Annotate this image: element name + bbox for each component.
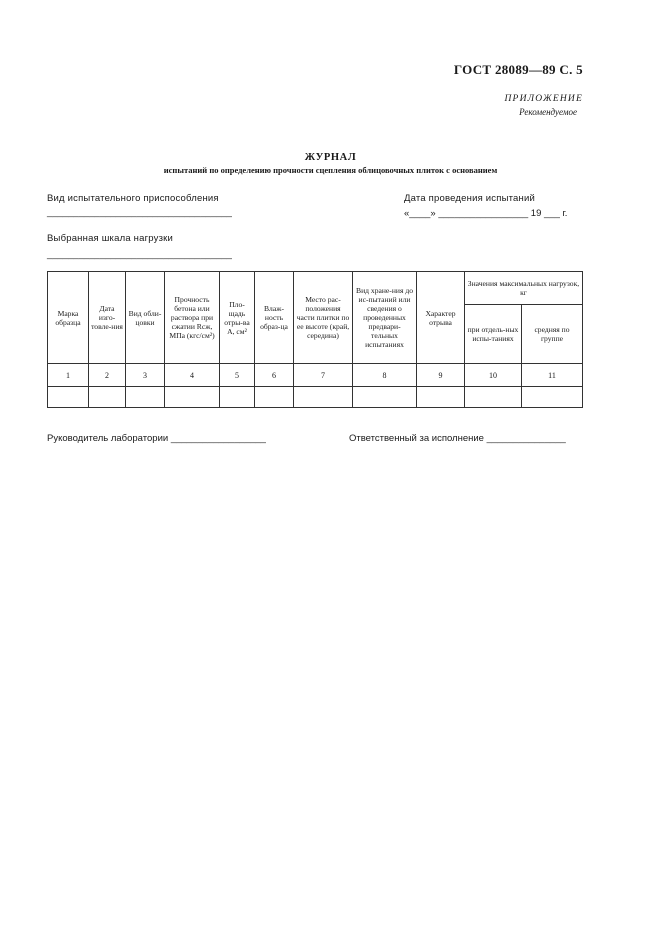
column-number: 10	[465, 364, 522, 387]
col-header-location: Место рас-положения части плитки по ее высоте (край, середина)	[294, 272, 353, 364]
column-number: 4	[165, 364, 220, 387]
col-header-max-loads: Значения максимальных нагрузок, кг	[465, 272, 583, 305]
journal-subtitle: испытаний по определению прочности сцепления облицовочных плиток с основанием	[163, 165, 498, 175]
col-header-area: Пло-щадь отры-ва A, см²	[220, 272, 255, 364]
table-cell	[89, 387, 126, 408]
journal-title: ЖУРНАЛ	[304, 152, 357, 163]
table-cell	[353, 387, 417, 408]
table-header-row	[48, 272, 583, 305]
responsible-signature: Ответственный за исполнение _______________	[349, 433, 566, 444]
table-cell	[220, 387, 255, 408]
col-header-strength: Прочность бетона или раствора при сжатии Rсж, МПа (кгс/см²)	[165, 272, 220, 364]
column-number: 5	[220, 364, 255, 387]
col-header-mark: Марка образца	[48, 272, 89, 364]
col-header-humidity: Влаж-ность образ-ца	[255, 272, 294, 364]
col-header-average: средняя по группе	[522, 305, 583, 364]
scale-field: ___________________________________	[47, 249, 232, 260]
col-header-facing: Вид обли-цовки	[126, 272, 165, 364]
table-cell	[165, 387, 220, 408]
table-cell	[48, 387, 89, 408]
col-header-individual: при отдель-ных испы-таниях	[465, 305, 522, 364]
column-number: 1	[48, 364, 89, 387]
scale-label: Выбранная шкала нагрузки	[47, 233, 174, 244]
appendix-note: Рекомендуемое	[519, 107, 577, 117]
table-row	[48, 387, 583, 408]
table-cell	[294, 387, 353, 408]
table-cell	[255, 387, 294, 408]
appendix-label: ПРИЛОЖЕНИЕ	[504, 94, 583, 104]
date-label: Дата проведения испытаний	[404, 193, 535, 204]
column-number-row	[48, 364, 583, 387]
column-number: 6	[255, 364, 294, 387]
col-header-storage: Вид хране-ния до ис-пытаний или сведения о проведенных предвари-тельных испытаниях	[353, 272, 417, 364]
device-label: Вид испытательного приспособления	[47, 193, 219, 204]
device-field: ___________________________________	[47, 207, 232, 218]
col-header-date: Дата изго-товле-ния	[89, 272, 126, 364]
col-header-failure: Характер отрыва	[417, 272, 465, 364]
journal-table	[47, 271, 583, 408]
column-number: 7	[294, 364, 353, 387]
page-header: ГОСТ 28089—89 С. 5	[453, 62, 583, 77]
column-number: 11	[522, 364, 583, 387]
table-cell	[522, 387, 583, 408]
table-cell	[465, 387, 522, 408]
column-number: 9	[417, 364, 465, 387]
column-number: 2	[89, 364, 126, 387]
column-number: 8	[353, 364, 417, 387]
lab-head-signature: Руководитель лаборатории __________________	[47, 433, 266, 444]
column-number: 3	[126, 364, 165, 387]
table-cell	[126, 387, 165, 408]
table-cell	[417, 387, 465, 408]
date-field: «____» _________________ 19 ___ г.	[404, 208, 568, 219]
